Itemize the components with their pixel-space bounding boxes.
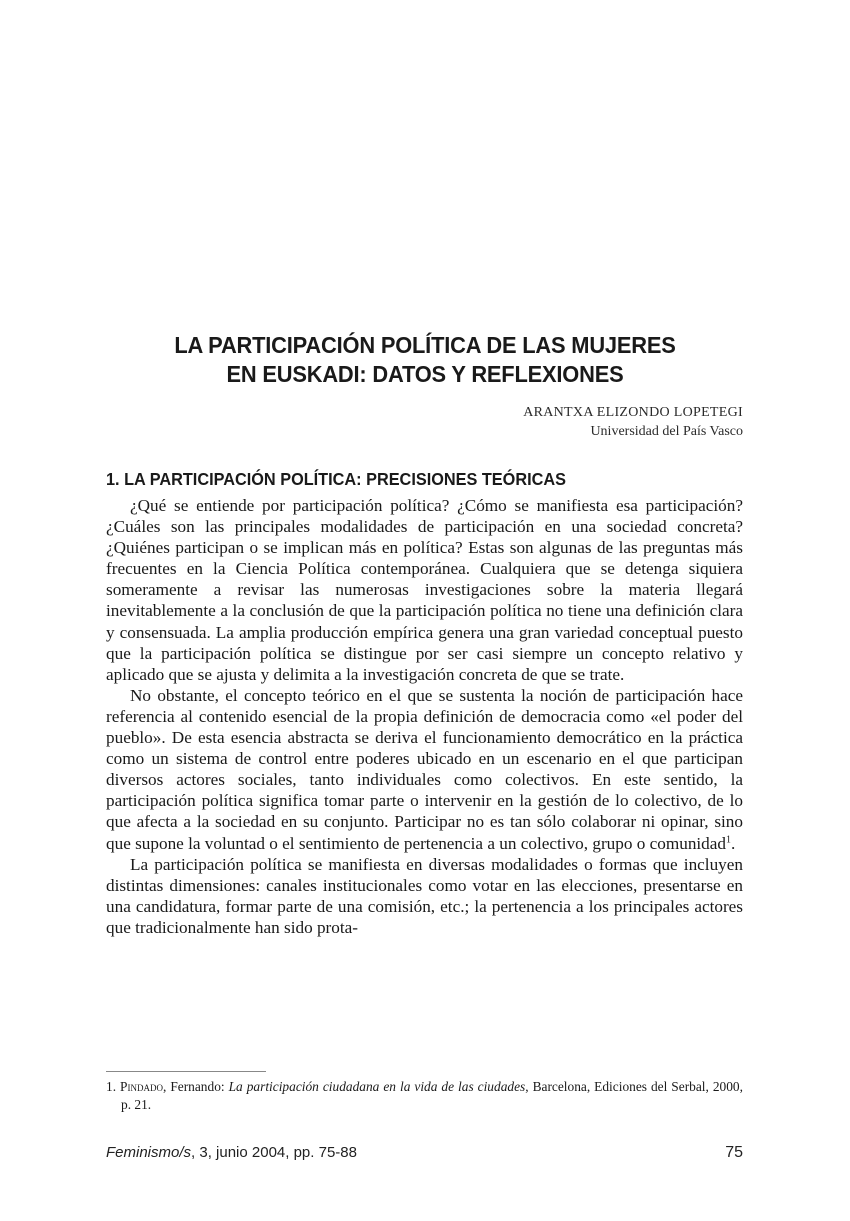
journal-name: Feminismo/s: [106, 1144, 192, 1161]
running-footer: [106, 1143, 743, 1163]
paragraph: [106, 685, 743, 854]
footnote-author-rest: , Fernando:: [162, 1079, 229, 1094]
title-line-2: EN EUSKADI: DATOS Y REFLEXIONES: [226, 360, 624, 387]
paragraph: ¿Qué se entiende por participación política? ¿Cómo se manifiesta esa participación? ¿Cuáles son las principales modalidades de participación en una sociedad concreta? ¿Quiénes participan o se implican más en política? Estas son algunas de las preguntas más frecuentes en la Ciencia Política contemporánea. Cualquiera que se detenga siquiera someramente a revisar las numerosas investigaciones sobre la materia llegará inevitablemente a la conclusión de que la participación política no tiene una definición clara y consensuada. La amplia producción empírica genera una gran variedad conceptual puesto que la participación política se distingue por ser casi siempre un concepto relativo y aplicado que se ajusta y delimita a la investigación concreta de que se trate.: [106, 496, 743, 684]
page-number: 75: [725, 1144, 743, 1161]
footnote-divider: [106, 1071, 266, 1072]
footnote-details: , Barcelona, Ediciones del Serbal, 2000, p. 21.: [121, 1079, 743, 1112]
author-block: [523, 403, 743, 441]
article-title: [30, 331, 821, 389]
title-line-1: LA PARTICIPACIÓN POLÍTICA DE LAS MUJERES: [174, 331, 676, 358]
section-heading: 1. LA PARTICIPACIÓN POLÍTICA: PRECISIONES TEÓRICAS: [106, 469, 566, 489]
paragraph-end: .: [731, 833, 736, 853]
footnote: [106, 1078, 743, 1114]
paragraph: La participación política se manifiesta en diversas modalidades o formas que incluyen distintas dimensiones: canales institucionales como votar en las elecciones, presentarse en una candidatura, formar parte de una comisión, etc.; la pertenencia a los principales actores que tradicionalmente han sido prota-: [106, 854, 743, 937]
author-name: ARANTXA ELIZONDO LOPETEGI: [523, 405, 743, 420]
body-text: [106, 495, 743, 938]
footnote-reference[interactable]: 1: [726, 833, 732, 845]
journal-issue: , 3, junio 2004, pp. 75-88: [191, 1144, 357, 1161]
author-affiliation: Universidad del País Vasco: [590, 424, 743, 439]
footnote-work-title: La participación ciudadana en la vida de las ciudades: [228, 1079, 526, 1094]
paragraph-text: No obstante, el concepto teórico en el que se sustenta la noción de participación hace referencia al contenido esencial de la propia definición de democracia como «el poder del pueblo». De esta esencia abstracta se deriva el funcionamiento democrático en la práctica como un sistema de control entre poderes ubicado en un escenario en el que participan diversos actores sociales, tanto individuales como colectivos. En este sentido, la participación política significa tomar parte o intervenir en la gestión de lo colectivo, de lo que afecta a la sociedad en su conjunto. Participar no es tan sólo colaborar ni opinar, sino que supone la voluntad o el sentimiento de pertenencia a un colectivo, grupo o comunidad: [106, 685, 743, 853]
footnote-author-surname: Pindado: [120, 1079, 163, 1094]
footnote-number: 1.: [106, 1079, 117, 1094]
